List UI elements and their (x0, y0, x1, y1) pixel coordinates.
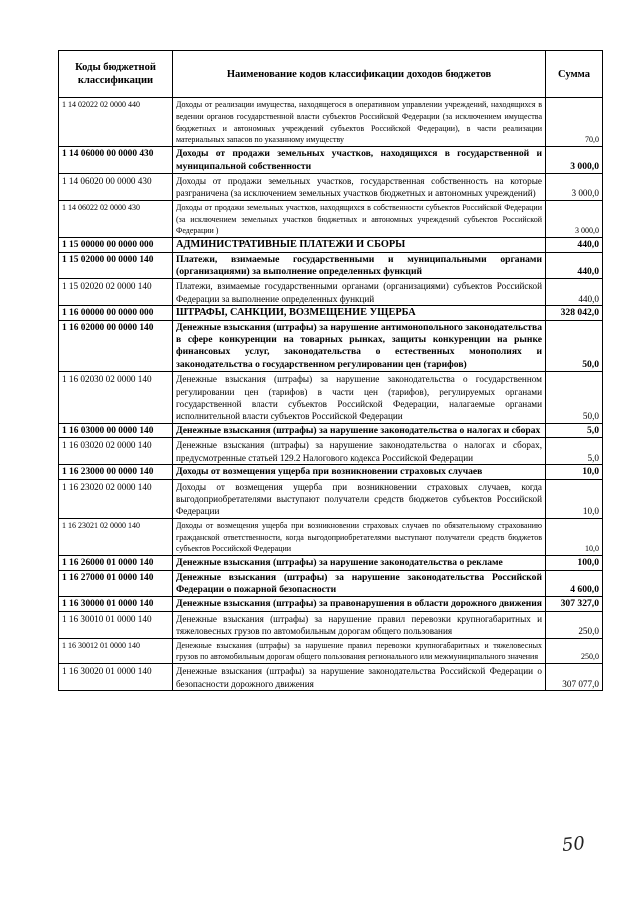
budget-code-cell: 1 16 23020 02 0000 140 (59, 479, 173, 518)
revenue-name-cell: АДМИНИСТРАТИВНЫЕ ПЛАТЕЖИ И СБОРЫ (173, 238, 546, 252)
header-sum-column: Сумма (546, 51, 603, 98)
table-row (59, 611, 603, 638)
budget-code-cell: 1 16 30000 01 0000 140 (59, 597, 173, 611)
revenue-name-cell: Денежные взыскания (штрафы) за нарушение правил перевозки крупногабаритных и тяжеловесных грузов по автомобильным дорогам общего пользования регионального или межмуниципального значения (173, 638, 546, 664)
table-row (59, 174, 603, 201)
revenue-name-cell: Денежные взыскания (штрафы) за нарушение законодательства Российской Федерации о пожарной безопасности (173, 570, 546, 597)
budget-code-cell: 1 16 03020 02 0000 140 (59, 438, 173, 465)
table-body (59, 98, 603, 691)
amount-cell: 5,0 (546, 423, 603, 437)
amount-cell: 328 042,0 (546, 306, 603, 320)
amount-cell: 307 327,0 (546, 597, 603, 611)
table-row (59, 252, 603, 279)
amount-cell: 250,0 (546, 611, 603, 638)
revenue-name-cell: Доходы от продажи земельных участков, находящихся в государственной и муниципальной собственности (173, 147, 546, 174)
budget-code-cell: 1 16 23000 00 0000 140 (59, 465, 173, 479)
amount-cell: 4 600,0 (546, 570, 603, 597)
table-row (59, 306, 603, 320)
revenue-name-cell: Денежные взыскания (штрафы) за нарушение правил перевозки крупногабаритных и тяжеловесных грузов по автомобильным дорогам общего пользования (173, 611, 546, 638)
table-row (59, 479, 603, 518)
budget-code-cell: 1 16 30020 01 0000 140 (59, 664, 173, 691)
revenue-name-cell: Денежные взыскания (штрафы) за нарушение антимонопольного законодательства в сфере конкуренции на товарных рынках, защиты конкуренции на рынке финансовых услуг, законодательства о естественных монополиях и законодательства о государственном регулировании цен (тарифов) (173, 320, 546, 372)
revenue-name-cell: Доходы от продажи земельных участков, государственная собственность на которые разграничена (за исключением земельных участков бюджетных и автономных учреждений) (173, 174, 546, 201)
revenue-name-cell: Денежные взыскания (штрафы) за нарушение законодательства Российской Федерации о безопасности дорожного движения (173, 664, 546, 691)
budget-code-cell: 1 15 02020 02 0000 140 (59, 279, 173, 306)
amount-cell: 3 000,0 (546, 200, 603, 237)
handwritten-page-number: 50 (560, 832, 586, 857)
budget-code-cell: 1 16 26000 01 0000 140 (59, 556, 173, 570)
table-row (59, 372, 603, 424)
budget-code-cell: 1 16 03000 00 0000 140 (59, 423, 173, 437)
table-row (59, 200, 603, 237)
revenue-name-cell: Денежные взыскания (штрафы) за нарушение законодательства о налогах и сборах, предусмотренные статьей 129.2 Налогового кодекса Российской Федерации (173, 438, 546, 465)
budget-code-cell: 1 16 02030 02 0000 140 (59, 372, 173, 424)
revenue-name-cell: Доходы от продажи земельных участков, находящихся в собственности субъектов Российской Федерации (за исключением земельных участков бюджетных и автономных учреждений субъектов Российской Федерации ) (173, 200, 546, 237)
header-code-column: Коды бюджетной классификации (59, 51, 173, 98)
revenue-name-cell: Доходы от реализации имущества, находящегося в оперативном управлении учреждений, находящихся в ведении органов государственной власти субъектов Российской Федерации (за исключением имущества бюджетных и автономных учреждений субъектов Российской Федерации), в части реализации материальных запасов по указанному имуществу (173, 98, 546, 147)
table-row (59, 570, 603, 597)
amount-cell: 70,0 (546, 98, 603, 147)
table-row (59, 423, 603, 437)
table-row (59, 438, 603, 465)
amount-cell: 5,0 (546, 438, 603, 465)
table-row (59, 597, 603, 611)
amount-cell: 440,0 (546, 252, 603, 279)
table-row (59, 320, 603, 372)
table-row (59, 279, 603, 306)
table-row (59, 638, 603, 664)
amount-cell: 3 000,0 (546, 147, 603, 174)
amount-cell: 250,0 (546, 638, 603, 664)
table-row (59, 518, 603, 555)
budget-code-cell: 1 14 06020 00 0000 430 (59, 174, 173, 201)
budget-code-cell: 1 15 02000 00 0000 140 (59, 252, 173, 279)
revenue-codes-table (58, 50, 603, 691)
budget-code-cell: 1 14 06000 00 0000 430 (59, 147, 173, 174)
amount-cell: 10,0 (546, 479, 603, 518)
revenue-name-cell: Платежи, взимаемые государственными и муниципальными органами (организациями) за выполнение определенных функций (173, 252, 546, 279)
amount-cell: 100,0 (546, 556, 603, 570)
amount-cell: 10,0 (546, 465, 603, 479)
budget-code-cell: 1 16 30010 01 0000 140 (59, 611, 173, 638)
budget-code-cell: 1 16 00000 00 0000 000 (59, 306, 173, 320)
budget-code-cell: 1 16 27000 01 0000 140 (59, 570, 173, 597)
budget-code-cell: 1 16 23021 02 0000 140 (59, 518, 173, 555)
header-name-column: Наименование кодов классификации доходов бюджетов (173, 51, 546, 98)
table-row (59, 556, 603, 570)
amount-cell: 307 077,0 (546, 664, 603, 691)
table-row (59, 238, 603, 252)
table-row (59, 465, 603, 479)
revenue-name-cell: ШТРАФЫ, САНКЦИИ, ВОЗМЕЩЕНИЕ УЩЕРБА (173, 306, 546, 320)
budget-code-cell: 1 14 06022 02 0000 430 (59, 200, 173, 237)
amount-cell: 440,0 (546, 238, 603, 252)
revenue-name-cell: Денежные взыскания (штрафы) за нарушение законодательства о налогах и сборах (173, 423, 546, 437)
amount-cell: 440,0 (546, 279, 603, 306)
amount-cell: 10,0 (546, 518, 603, 555)
amount-cell: 50,0 (546, 320, 603, 372)
amount-cell: 50,0 (546, 372, 603, 424)
table-row (59, 664, 603, 691)
revenue-name-cell: Денежные взыскания (штрафы) за правонарушения в области дорожного движения (173, 597, 546, 611)
revenue-name-cell: Платежи, взимаемые государственными органами (организациями) субъектов Российской Федерации за выполнение определенных функций (173, 279, 546, 306)
budget-code-cell: 1 15 00000 00 0000 000 (59, 238, 173, 252)
revenue-name-cell: Денежные взыскания (штрафы) за нарушение законодательства о рекламе (173, 556, 546, 570)
budget-code-cell: 1 16 02000 00 0000 140 (59, 320, 173, 372)
revenue-name-cell: Доходы от возмещения ущерба при возникновении страховых случаев (173, 465, 546, 479)
table-row (59, 147, 603, 174)
amount-cell: 3 000,0 (546, 174, 603, 201)
budget-code-cell: 1 16 30012 01 0000 140 (59, 638, 173, 664)
table-row (59, 98, 603, 147)
revenue-name-cell: Доходы от возмещения ущерба при возникновении страховых случаев по обязательному страхованию гражданской ответственности, когда выгодоприобретателями выступают получатели средств бюджетов субъектов Российской Федерации (173, 518, 546, 555)
table-header (59, 51, 603, 98)
revenue-name-cell: Денежные взыскания (штрафы) за нарушение законодательства о государственном регулировании цен (тарифов) в части цен (тарифов), регулируемых органами государственной власти субъектов Российской Федерации, налагаемые органами исполнительной власти субъектов Российской Федерации (173, 372, 546, 424)
budget-code-cell: 1 14 02022 02 0000 440 (59, 98, 173, 147)
revenue-name-cell: Доходы от возмещения ущерба при возникновении страховых случаев, когда выгодоприобретателями выступают получатели средств бюджетов субъектов Российской Федерации (173, 479, 546, 518)
